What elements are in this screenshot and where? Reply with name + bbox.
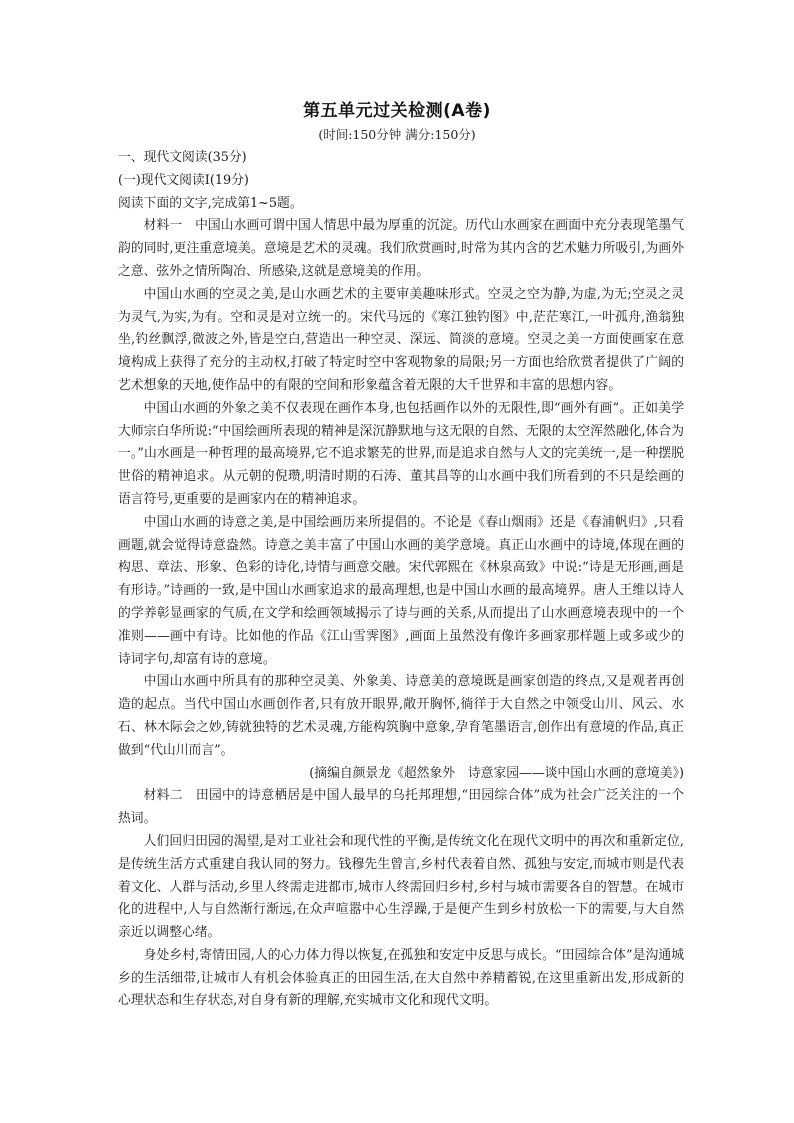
material1-paragraph-1: 材料一 中国山水画可谓中国人情思中最为厚重的沉淀。历代山水画家在画面中充分表现笔墨气韵的同时,更注重意境美。意境是艺术的灵魂。我们欣赏画时,时常为其内含的艺术魅力所吸引,为画外之意、弦外之情所陶冶、所感染,这就是意境美的作用。 [118, 218, 684, 279]
material1-paragraph-4: 中国山水画的诗意之美,是中国绘画历来所提倡的。不论是《春山烟雨》还是《春浦帆归》,只看画题,就会觉得诗意盎然。诗意之美丰富了中国山水画的美学意境。真正山水画中的诗境,体现在画的构思、章法、形象、色彩的诗化,诗情与画意交融。宋代郭熙在《林泉高致》中说:“诗是无形画,画是有形诗。”诗画的一致,是中国山水画家追求的最高理想,也是中国山水画的最高境界。唐人王维以诗人的学养彰显画家的气质,在文学和绘画领域揭示了诗与画的关系,从而提出了山水画意境表现中的一个准则——画中有诗。比如他的作品《江山雪霁图》,画面上虽然没有像许多画家那样题上或多或少的诗词字句,却富有诗的意境。 [118, 514, 684, 667]
content-body [118, 147, 684, 1013]
exam-time-score: (时间:150分钟 满分:150分) [318, 127, 476, 142]
material1-paragraph-3: 中国山水画的外象之美不仅表现在画作本身,也包括画作以外的无限性,即“画外有画”。正如美学大师宗白华所说:“中国绘画所表现的精神是深沉静默地与这无限的自然、无限的太空浑然融化,体合为一。”山水画是一种哲理的最高境界,它不追求繁芜的世界,而是追求自然与人文的完美统一,是一种摆脱世俗的精神追求。从元朝的倪瓒,明清时期的石涛、董其昌等的山水画中我们所看到的不只是绘画的语言符号,更重要的是画家内在的精神追求。 [118, 400, 684, 507]
material1-paragraph-2: 中国山水画的空灵之美,是山水画艺术的主要审美趣味形式。空灵之空为静,为虚,为无;空灵之灵为灵气,为实,为有。空和灵是对立统一的。宋代马远的《寒江独钓图》中,茫茫寒江,一叶孤舟,渔翁独坐,钓丝飘浮,微波之外,皆是空白,营造出一种空灵、深远、简淡的意境。空灵之美一方面使画家在意境构成上获得了充分的主动权,打破了特定时空中客观物象的局限;另一方面也给欣赏者提供了广阔的艺术想象的天地,使作品中的有限的空间和形象蕴含着无限的大千世界和丰富的思想内容。 [118, 286, 684, 393]
material2-paragraph-2: 人们回归田园的渴望,是对工业社会和现代性的平衡,是传统文化在现代文明中的再次和重新定位,是传统生活方式重建自我认同的努力。钱穆先生曾言,乡村代表着自然、孤独与安定,而城市则是代表着文化、人群与活动,乡里人终需走进都市,城市人终需回归乡村,乡村与城市需要各自的智慧。在城市化的进程中,人与自然渐行渐远,在众声喧嚣中心生浮躁,于是便产生到乡村放松一下的需要,与大自然亲近以调整心绪。 [118, 833, 684, 941]
material2-paragraph-3: 身处乡村,寄情田园,人的心力体力得以恢复,在孤独和安定中反思与成长。“田园综合体”是沟通城乡的生活细带,让城市人有机会体验真正的田园生活,在大自然中养精蓄锐,在这里重新出发,形成新的心理状态和生存状态,对自身有新的理解,充实城市文化和现代文明。 [118, 947, 684, 1009]
section-subheading: (一)现代文阅读Ⅰ(19分) [118, 172, 249, 188]
section-heading: 一、现代文阅读(35分) [118, 150, 247, 165]
page-title: 第五单元过关检测(A卷) [303, 101, 491, 121]
material1-paragraph-5: 中国山水画中所具有的那种空灵美、外象美、诗意美的意境既是画家创造的终点,又是观者再创造的起点。当代中国山水画创作者,只有放开眼界,敞开胸怀,徜徉于大自然之中领受山川、风云、水石、林木际会之妙,铸就独特的艺术灵魂,方能构筑胸中意象,孕育笔墨语言,创作出有意境的作品,真正做到“代山川而言”。 [118, 674, 684, 758]
reading-instruction: 阅读下面的文字,完成第1~5题。 [118, 195, 303, 211]
material1-source: (摘编自颜景龙《超然象外 诗意家园——谈中国山水画的意境美》) [309, 765, 684, 781]
material2-paragraph-1: 材料二 田园中的诗意栖居是中国人最早的乌托邦理想,“田园综合体”成为社会广泛关注的一个热词。 [118, 788, 684, 827]
